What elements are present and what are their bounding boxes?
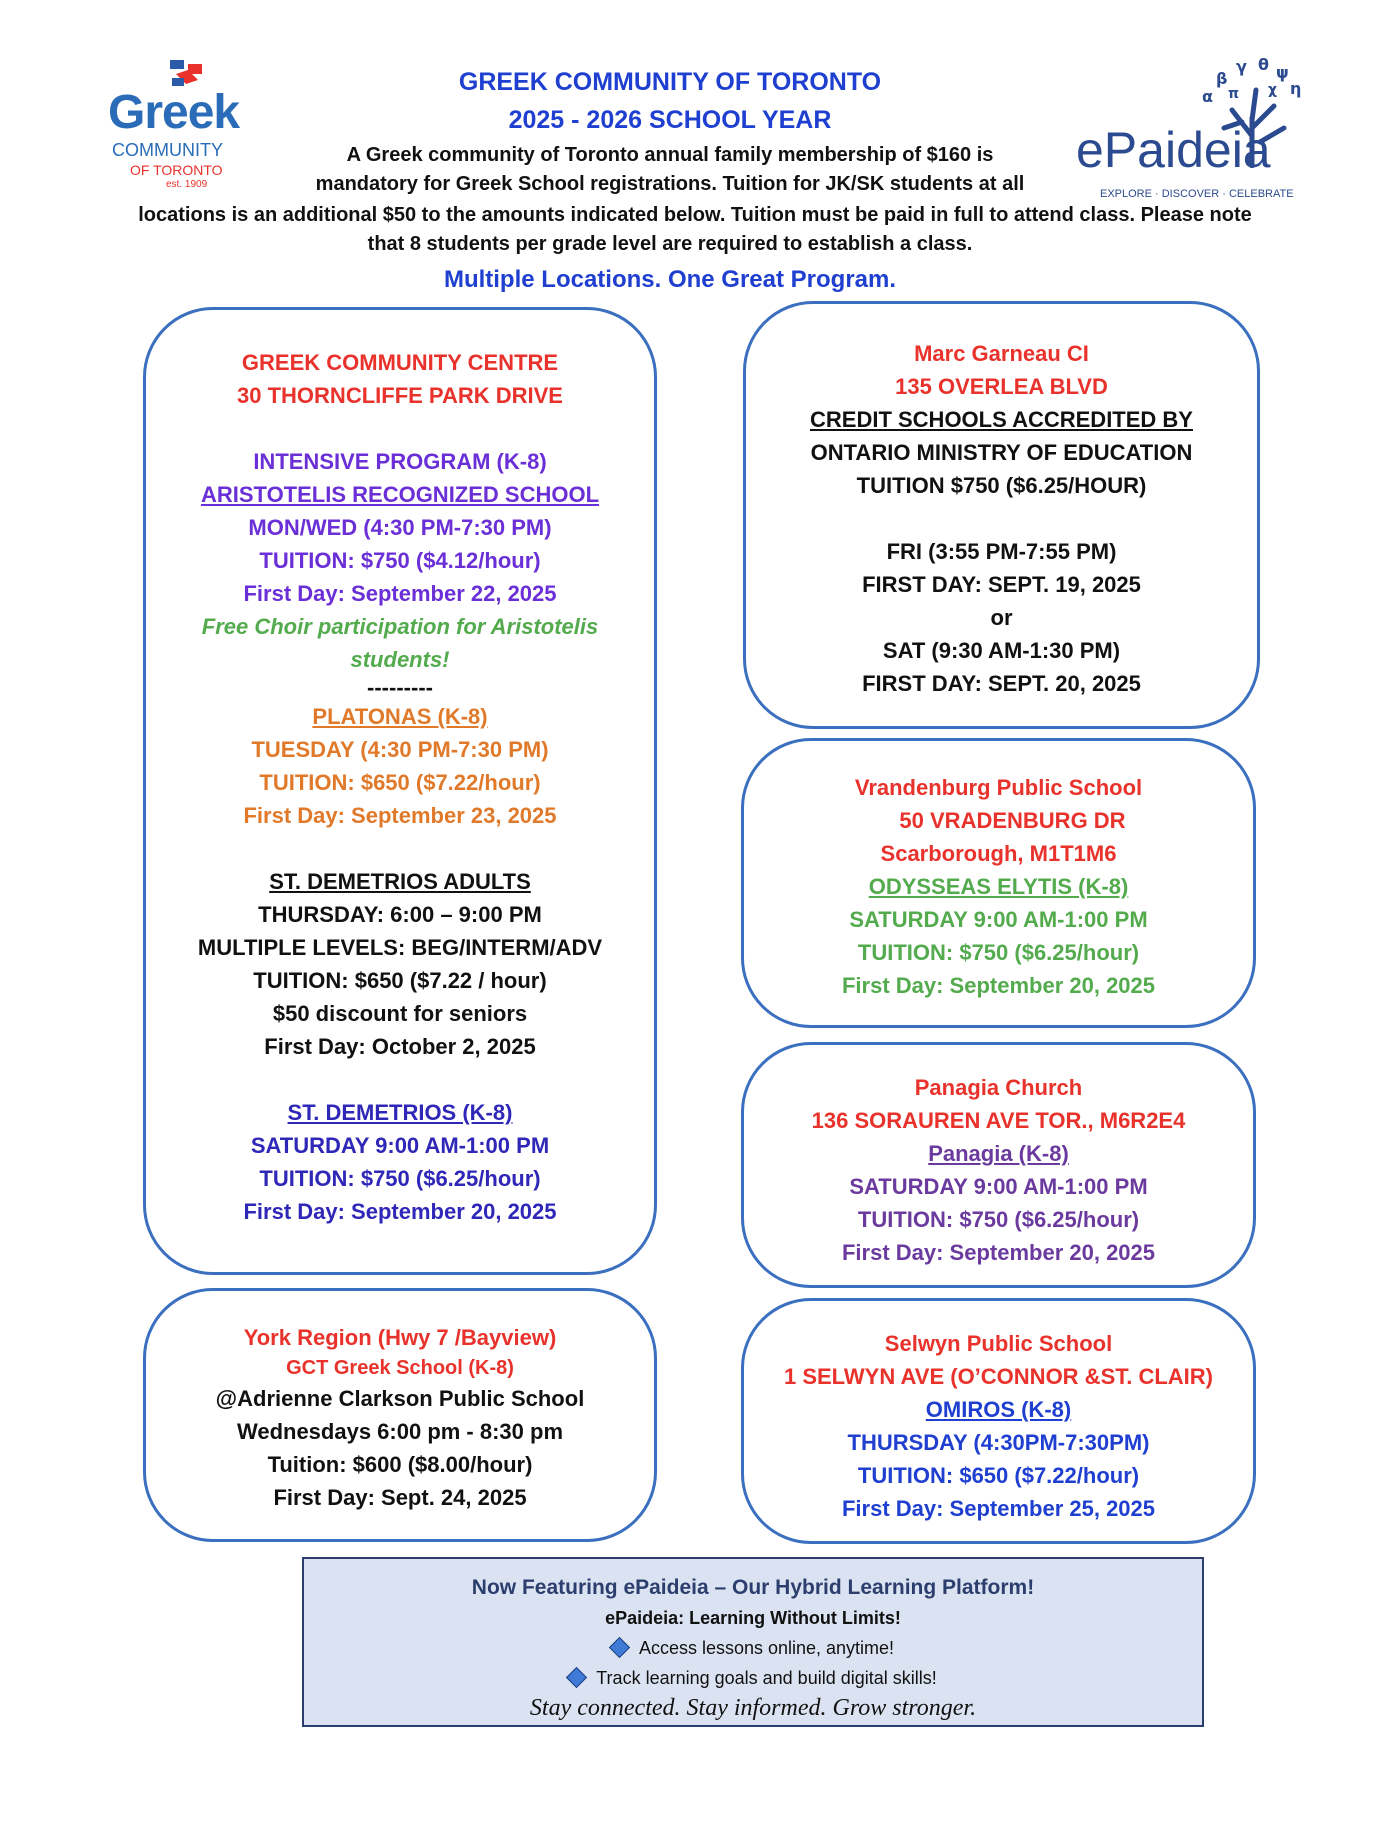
choir-note-line2: students!	[350, 647, 450, 672]
intro-line2: mandatory for Greek School registrations. Tuition for JK/SK students at all	[315, 173, 1025, 195]
garneau-address: 135 OVERLEA BLVD	[895, 374, 1108, 399]
vradenburg-city: Scarborough, M1T1M6	[880, 841, 1117, 866]
svg-text:θ: θ	[1258, 58, 1269, 74]
demetrios-title: ST. DEMETRIOS (K-8)	[287, 1100, 513, 1125]
demetrios-schedule: SATURDAY 9:00 AM-1:00 PM	[250, 1133, 550, 1158]
feature-closing: Stay connected. Stay informed. Grow stronger.	[529, 1695, 977, 1721]
choir-note-line1: Free Choir participation for Aristotelis	[201, 614, 599, 639]
epaideia-logo	[1076, 58, 1308, 208]
garneau-credit: CREDIT SCHOOLS ACCREDITED BY	[810, 407, 1193, 432]
feature-bullet-1	[304, 1633, 1202, 1663]
feature-bullet-1-text: Access lessons online, anytime!	[638, 1638, 895, 1658]
diamond-bullet-icon	[609, 1637, 630, 1658]
svg-text:η: η	[1290, 79, 1302, 98]
feature-title: Now Featuring ePaideia – Our Hybrid Learning Platform!	[471, 1576, 1035, 1599]
panagia-church-card	[741, 1042, 1256, 1288]
adults-tuition: TUITION: $650 ($7.22 / hour)	[253, 968, 547, 993]
svg-text:π: π	[1228, 86, 1240, 102]
adults-first-day: First Day: October 2, 2025	[264, 1034, 536, 1059]
york-name: York Region (Hwy 7 /Bayview)	[243, 1325, 557, 1350]
adults-schedule: THURSDAY: 6:00 – 9:00 PM	[258, 902, 542, 927]
greek-community-logo	[100, 58, 275, 190]
platonas-tuition: TUITION: $650 ($7.22/hour)	[259, 770, 541, 795]
greek-community-centre-card	[143, 307, 657, 1275]
platonas-title: PLATONAS (K-8)	[312, 704, 488, 729]
marc-garneau-card	[743, 301, 1260, 729]
garneau-fri: FRI (3:55 PM-7:55 PM)	[886, 539, 1117, 564]
svg-text:γ: γ	[1236, 58, 1247, 76]
garneau-tuition: TUITION $750 ($6.25/HOUR)	[856, 473, 1147, 498]
selwyn-tuition: TUITION: $650 ($7.22/hour)	[857, 1463, 1140, 1488]
adults-title: ST. DEMETRIOS ADULTS	[269, 869, 531, 894]
intro-line1: A Greek community of Toronto annual family membership of $160 is	[346, 144, 994, 166]
panagia-schedule: SATURDAY 9:00 AM-1:00 PM	[849, 1174, 1148, 1199]
york-venue: @Adrienne Clarkson Public School	[215, 1386, 585, 1411]
logo-line2: COMMUNITY	[112, 140, 223, 160]
feature-subtitle: ePaideia: Learning Without Limits!	[605, 1608, 901, 1628]
logo-est: est. 1909	[166, 179, 208, 190]
vradenburg-address: 50 VRADENBURG DR	[899, 808, 1126, 833]
svg-text:β: β	[1216, 69, 1228, 88]
panagia-name: Panagia Church	[914, 1075, 1083, 1100]
vradenburg-schedule: SATURDAY 9:00 AM-1:00 PM	[849, 907, 1148, 932]
selwyn-address: 1 SELWYN AVE (O’CONNOR &ST. CLAIR)	[783, 1364, 1214, 1389]
vradenburg-name: Vrandenburg Public School	[854, 775, 1143, 800]
platonas-schedule: TUESDAY (4:30 PM-7:30 PM)	[251, 737, 549, 762]
adults-discount: $50 discount for seniors	[272, 1001, 528, 1026]
garneau-or: or	[990, 605, 1013, 630]
garneau-name: Marc Garneau CI	[914, 341, 1089, 366]
garneau-sat-first-day: FIRST DAY: SEPT. 20, 2025	[862, 671, 1141, 696]
panagia-first-day: First Day: September 20, 2025	[841, 1240, 1156, 1265]
diamond-bullet-icon	[566, 1667, 587, 1688]
svg-text:α: α	[1202, 87, 1213, 106]
platonas-first-day: First Day: September 23, 2025	[243, 803, 557, 828]
york-tuition: Tuition: $600 ($8.00/hour)	[267, 1452, 533, 1477]
logo-word-epaideia: ePaideia	[1076, 122, 1271, 178]
demetrios-tuition: TUITION: $750 ($6.25/hour)	[259, 1166, 541, 1191]
intensive-title: INTENSIVE PROGRAM (K-8)	[253, 449, 547, 474]
logo-line3: OF TORONTO	[130, 162, 223, 178]
panagia-school: Panagia (K-8)	[928, 1141, 1069, 1166]
svg-text:ψ: ψ	[1276, 63, 1289, 82]
gcc-address: 30 THORNCLIFFE PARK DRIVE	[237, 383, 563, 408]
feature-bullet-2	[304, 1663, 1202, 1693]
intensive-schedule: MON/WED (4:30 PM-7:30 PM)	[248, 515, 552, 540]
york-schedule: Wednesdays 6:00 pm - 8:30 pm	[236, 1419, 564, 1444]
selwyn-card	[741, 1298, 1256, 1544]
vradenburg-first-day: First Day: September 20, 2025	[841, 973, 1156, 998]
section-divider: ---------	[367, 675, 433, 700]
intro-line3: locations is an additional $50 to the amounts indicated below. Tuition must be paid in full to attend class. Please note	[138, 204, 1252, 226]
selwyn-name: Selwyn Public School	[884, 1331, 1113, 1356]
york-school: GCT Greek School (K-8)	[286, 1357, 514, 1379]
logo-tagline: EXPLORE · DISCOVER · CELEBRATE	[1100, 188, 1294, 200]
panagia-tuition: TUITION: $750 ($6.25/hour)	[857, 1207, 1140, 1232]
aristotelis-school: ARISTOTELIS RECOGNIZED SCHOOL	[200, 482, 600, 507]
svg-text:χ: χ	[1268, 82, 1278, 98]
feature-bullet-2-text: Track learning goals and build digital skills!	[596, 1668, 937, 1688]
vradenburg-school: ODYSSEAS ELYTIS (K-8)	[868, 874, 1129, 899]
intro-line4: that 8 students per grade level are required to establish a class.	[367, 233, 973, 255]
tagline: Multiple Locations. One Great Program.	[443, 266, 897, 293]
vradenburg-card	[741, 738, 1256, 1028]
school-year: 2025 - 2026 SCHOOL YEAR	[508, 106, 832, 134]
demetrios-first-day: First Day: September 20, 2025	[243, 1199, 557, 1224]
selwyn-schedule: THURSDAY (4:30PM-7:30PM)	[847, 1430, 1150, 1455]
panagia-address: 136 SORAUREN AVE TOR., M6R2E4	[811, 1108, 1186, 1133]
epaideia-feature-box	[302, 1557, 1204, 1727]
adults-levels: MULTIPLE LEVELS: BEG/INTERM/ADV	[197, 935, 603, 960]
garneau-sat: SAT (9:30 AM-1:30 PM)	[882, 638, 1121, 663]
york-first-day: First Day: Sept. 24, 2025	[273, 1485, 527, 1510]
vradenburg-tuition: TUITION: $750 ($6.25/hour)	[857, 940, 1140, 965]
gcc-name: GREEK COMMUNITY CENTRE	[241, 350, 559, 375]
intensive-first-day: First Day: September 22, 2025	[243, 581, 557, 606]
garneau-ministry: ONTARIO MINISTRY OF EDUCATION	[810, 440, 1193, 465]
york-region-card	[143, 1288, 657, 1542]
intensive-tuition: TUITION: $750 ($4.12/hour)	[259, 548, 541, 573]
logo-word: Greek	[108, 86, 240, 139]
garneau-fri-first-day: FIRST DAY: SEPT. 19, 2025	[862, 572, 1141, 597]
selwyn-school: OMIROS (K-8)	[925, 1397, 1072, 1422]
selwyn-first-day: First Day: September 25, 2025	[841, 1496, 1156, 1521]
page-title: GREEK COMMUNITY OF TORONTO	[458, 68, 882, 96]
